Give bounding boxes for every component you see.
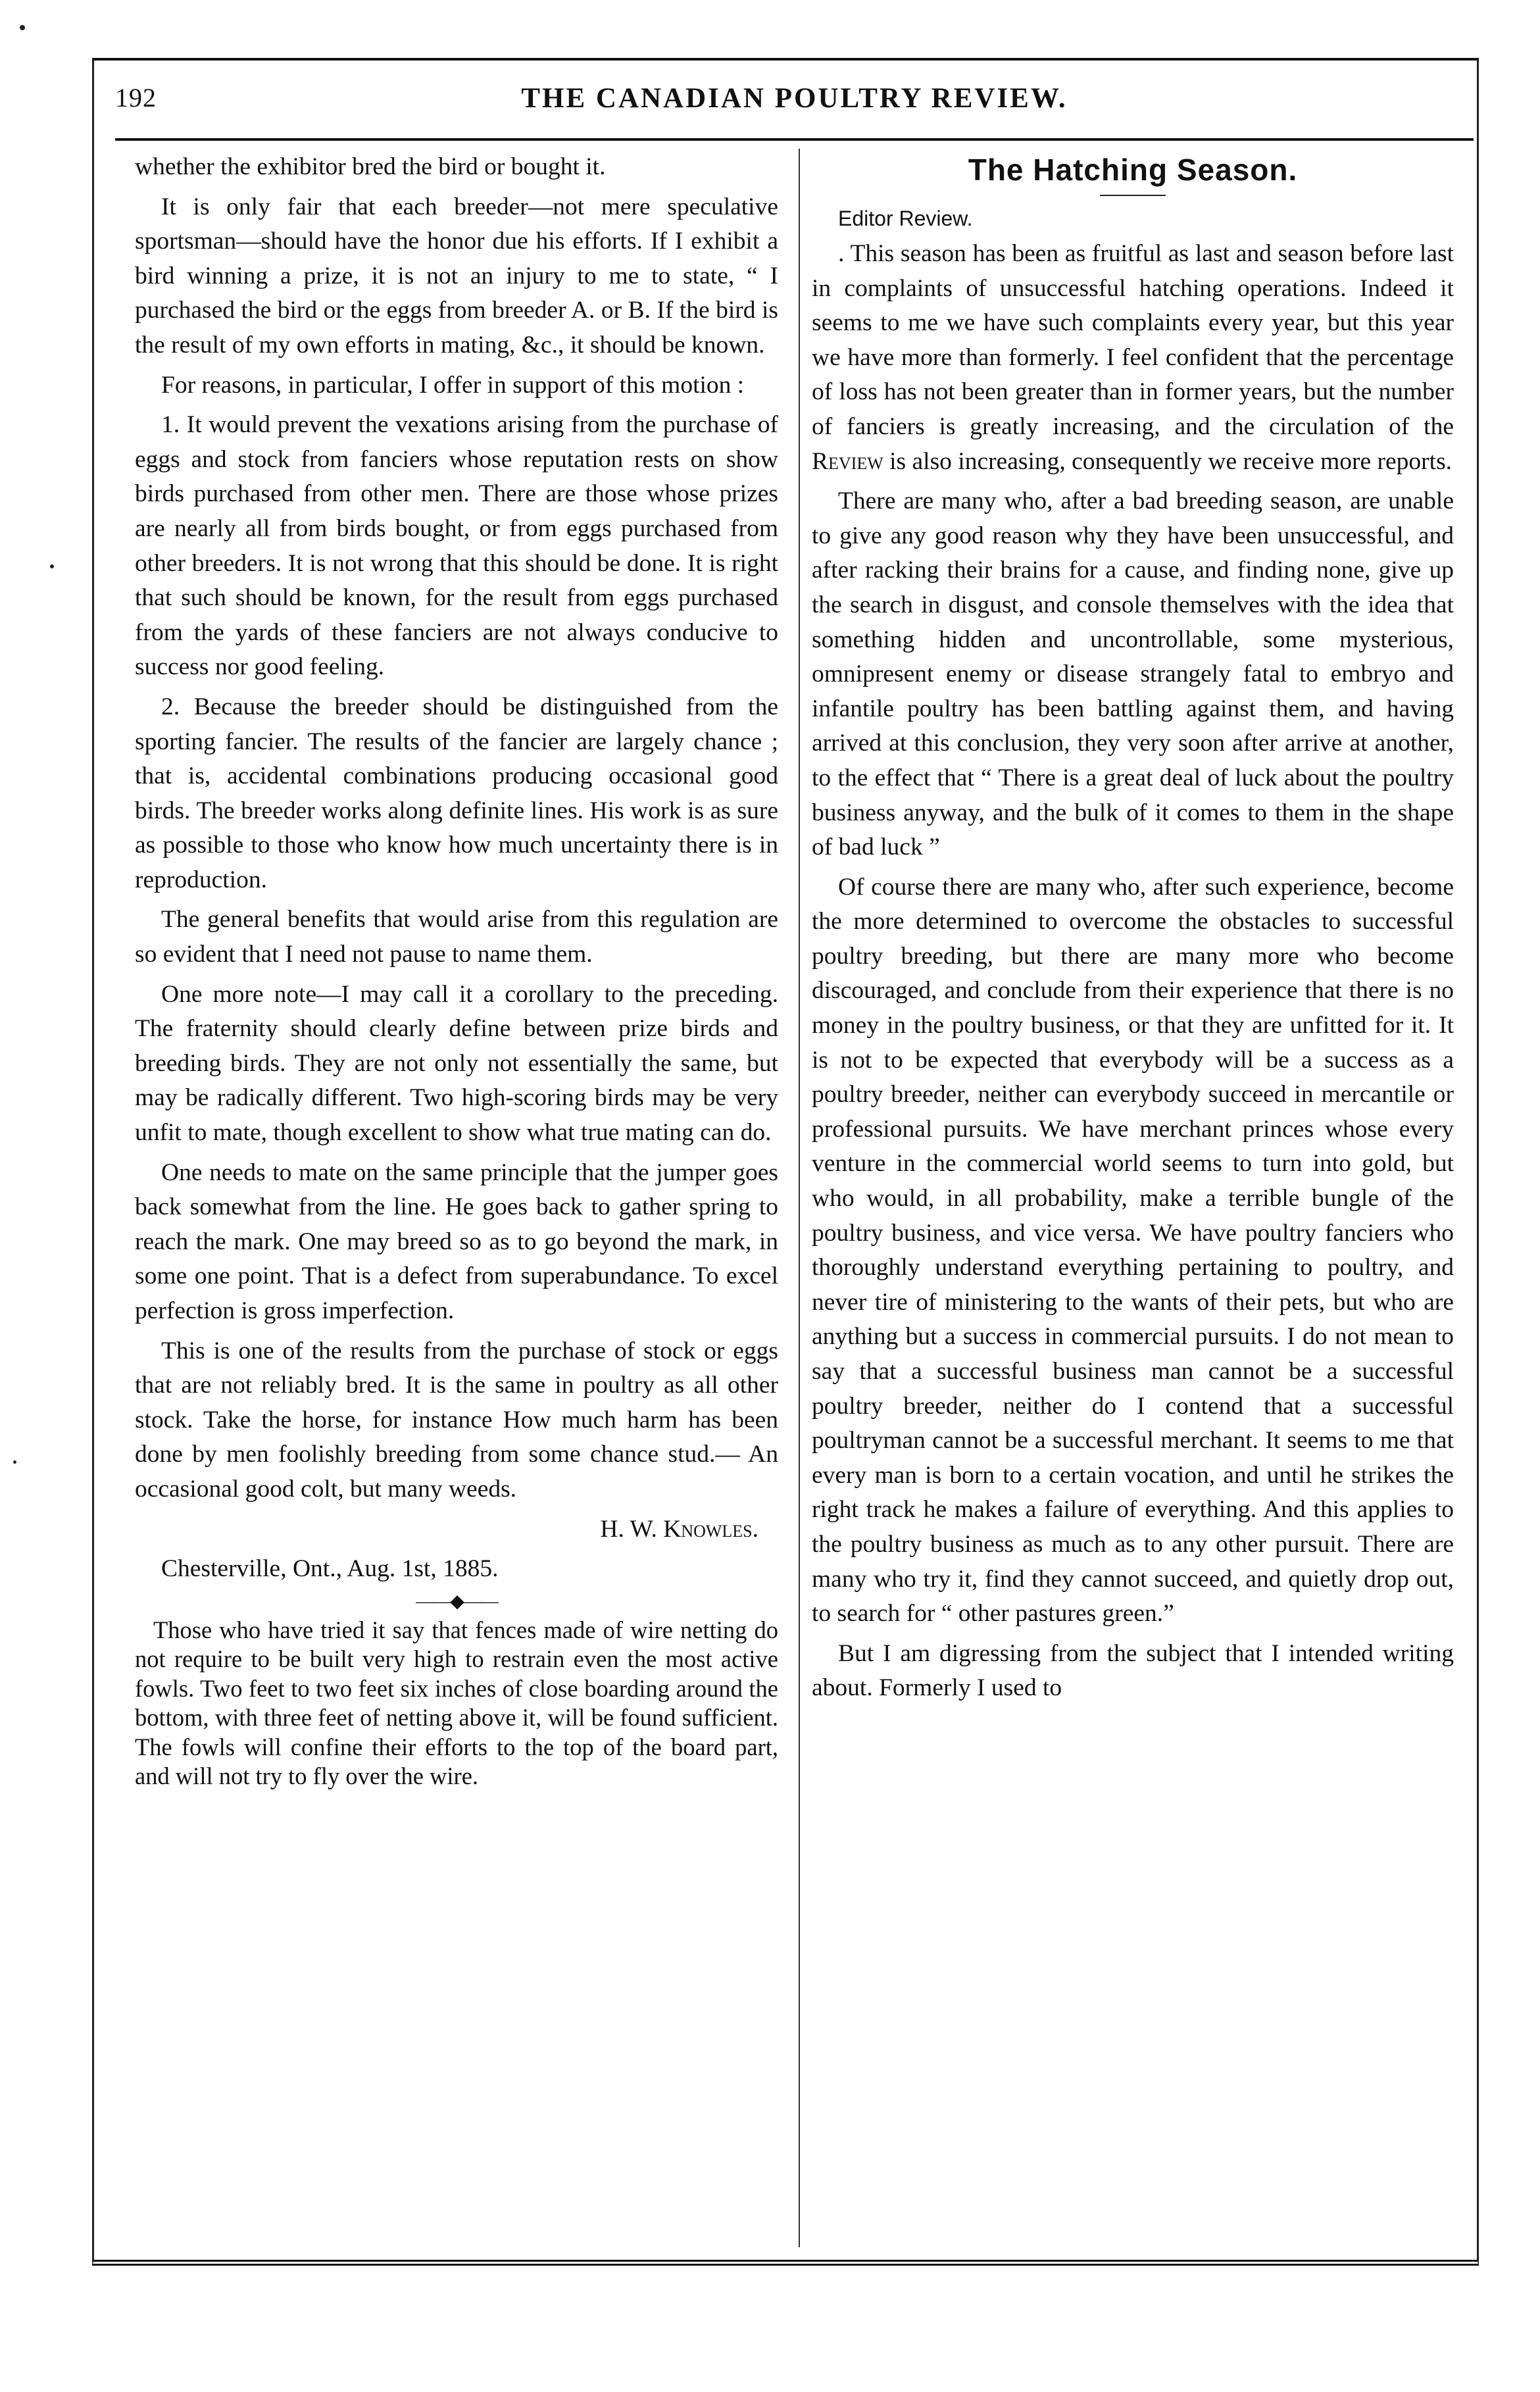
- paragraph: whether the exhibitor bred the bird or bought it.: [135, 153, 606, 180]
- section-separator: ——◆——: [416, 1591, 497, 1612]
- paragraph: But I am digressing from the subject that I intended writing about. Formerly I used to: [812, 1639, 1454, 1702]
- paragraph: The general benefits that would arise from this regulation are so evident that I need not pause to name them.: [135, 906, 778, 968]
- ink-speck: [50, 564, 54, 568]
- paragraph: This is one of the results from the purchase of stock or eggs that are not reliably bred. It is the same in poultry as all other stock. Take the horse, for instance How much harm has been done by men foolishly breeding from some chance stud.— An occasional good colt, but many weeds.: [135, 1337, 778, 1503]
- right-column: [812, 150, 1454, 1711]
- header-rule: [115, 138, 1474, 141]
- paragraph: 1. It would prevent the vexations arising from the purchase of eggs and stock from fanciers whose reputation rests on show birds purchased from other men. There are those whose prizes are nearly all from birds bought, or from eggs purchased from other breeders. It is not wrong that this should be done. It is right that such should be known, for the result from eggs purchased from the yards of these fanciers are not always conducive to success nor good feeling.: [135, 411, 778, 681]
- paragraph: One needs to mate on the same principle that the jumper goes back somewhat from the line. He goes back to gather spring to reach the mark. One may breed so as to go beyond the mark, in some one point. That is a defect from superabundance. To excel perfection is gross imperfection.: [135, 1159, 778, 1324]
- running-title: THE CANADIAN POULTRY REVIEW.: [521, 83, 1068, 114]
- paragraph: 2. Because the breeder should be distinguished from the sporting fancier. The results of the fancier are largely chance ; that is, accidental combinations producing occasional good birds. The breeder works along definite lines. His work is as sure as possible to those who know how much uncertainty there is in reproduction.: [135, 693, 778, 893]
- paragraph-text: is also increasing, consequently we receive more reports.: [883, 447, 1453, 475]
- paragraph: Of course there are many who, after such experience, become the more determined to overcome the obstacles to successful poultry breeding, but there are many more who become discouraged, and conclude from their experience that there is no money in the poultry business, or that they are unfitted for it. It is not to be expected that everybody will be a success as a poultry breeder, neither can everybody succeed in mercantile or professional pursuits. We have merchant princes whose every venture in the commercial world seems to turn into gold, but who would, in all probability, make a terrible bungle of the poultry business, and vice versa. We have poultry fanciers who thoroughly understand everything pertaining to poultry, and never tire of ministering to the wants of their pets, but who are anything but a success in commercial pursuits. I do not mean to say that a successful business man cannot be a successful poultry breeder, neither do I contend that a successful poultryman cannot be a successful merchant. It seems to me that every man is born to a certain vocation, and until he strikes the right track he makes a failure of everything. And this applies to the poultry business as much as to any other pursuit. There are many who try it, find they cannot succeed, and quietly drop out, to search for “ other pastures green.”: [812, 873, 1454, 1628]
- paragraph: For reasons, in particular, I offer in support of this motion :: [161, 371, 745, 399]
- paragraph: Those who have tried it say that fences made of wire netting do not require to be built very high to restrain even the most active fowls. Two feet to two feet six inches of close boarding around the bottom, with three feet of netting above it, will be found sufficient. The fowls will confine their efforts to the top of the board part, and will not try to fly over the wire.: [135, 1616, 778, 1790]
- article-title: The Hatching Season.: [968, 153, 1298, 187]
- page-number: 192: [115, 83, 157, 112]
- ink-speck: [13, 1460, 16, 1464]
- page-header: [115, 82, 1474, 128]
- ink-speck: [20, 25, 25, 30]
- column-divider: [799, 149, 800, 2247]
- paragraph: There are many who, after a bad breeding season, are unable to give any good reason why they have been unsuccessful, and after racking their brains for a cause, and finding none, give up the search in disgust, and console themselves with the idea that something hidden and uncontrollable, some mysterious, omnipresent enemy or disease strangely fatal to embryo and infantile poultry has been battling against them, and having arrived at this conclusion, they very soon after arrive at another, to the effect that “ There is a great deal of luck about the poultry business anyway, and the bulk of it comes to them in the shape of bad luck ”: [812, 487, 1454, 861]
- editor-line: Editor Review.: [838, 207, 973, 230]
- title-rule: [1100, 195, 1166, 196]
- dateline: Chesterville, Ont., Aug. 1st, 1885.: [161, 1555, 499, 1583]
- paragraph: [812, 237, 1454, 479]
- left-column: [135, 150, 778, 1797]
- author-signature: H. W. Knowles.: [600, 1515, 758, 1543]
- paragraph: One more note—I may call it a corollary to the preceding. The fraternity should clearly define between prize birds and breeding birds. They are not only not essentially the same, but may be radically different. Two high-scoring birds may be very unfit to mate, though excellent to show what true mating can do.: [135, 980, 778, 1147]
- review-word: Review: [812, 447, 883, 475]
- paragraph: It is only fair that each breeder—not mere speculative sportsman—should have the honor due his efforts. If I exhibit a bird winning a prize, it is not an injury to me to state, “ I purchased the bird or the eggs from breeder A. or B. If the bird is the result of my own efforts in mating, &c., it should be known.: [135, 193, 778, 359]
- paragraph-text: . This season has been as fruitful as last and season before last in complaints of unsuccessful hatching operations. Indeed it seems to me we have such complaints every year, but this year we have more than formerly. I feel confident that the percentage of loss has not been greater than in former years, but the number of fanciers is greatly increasing, and the circulation of the: [812, 240, 1454, 440]
